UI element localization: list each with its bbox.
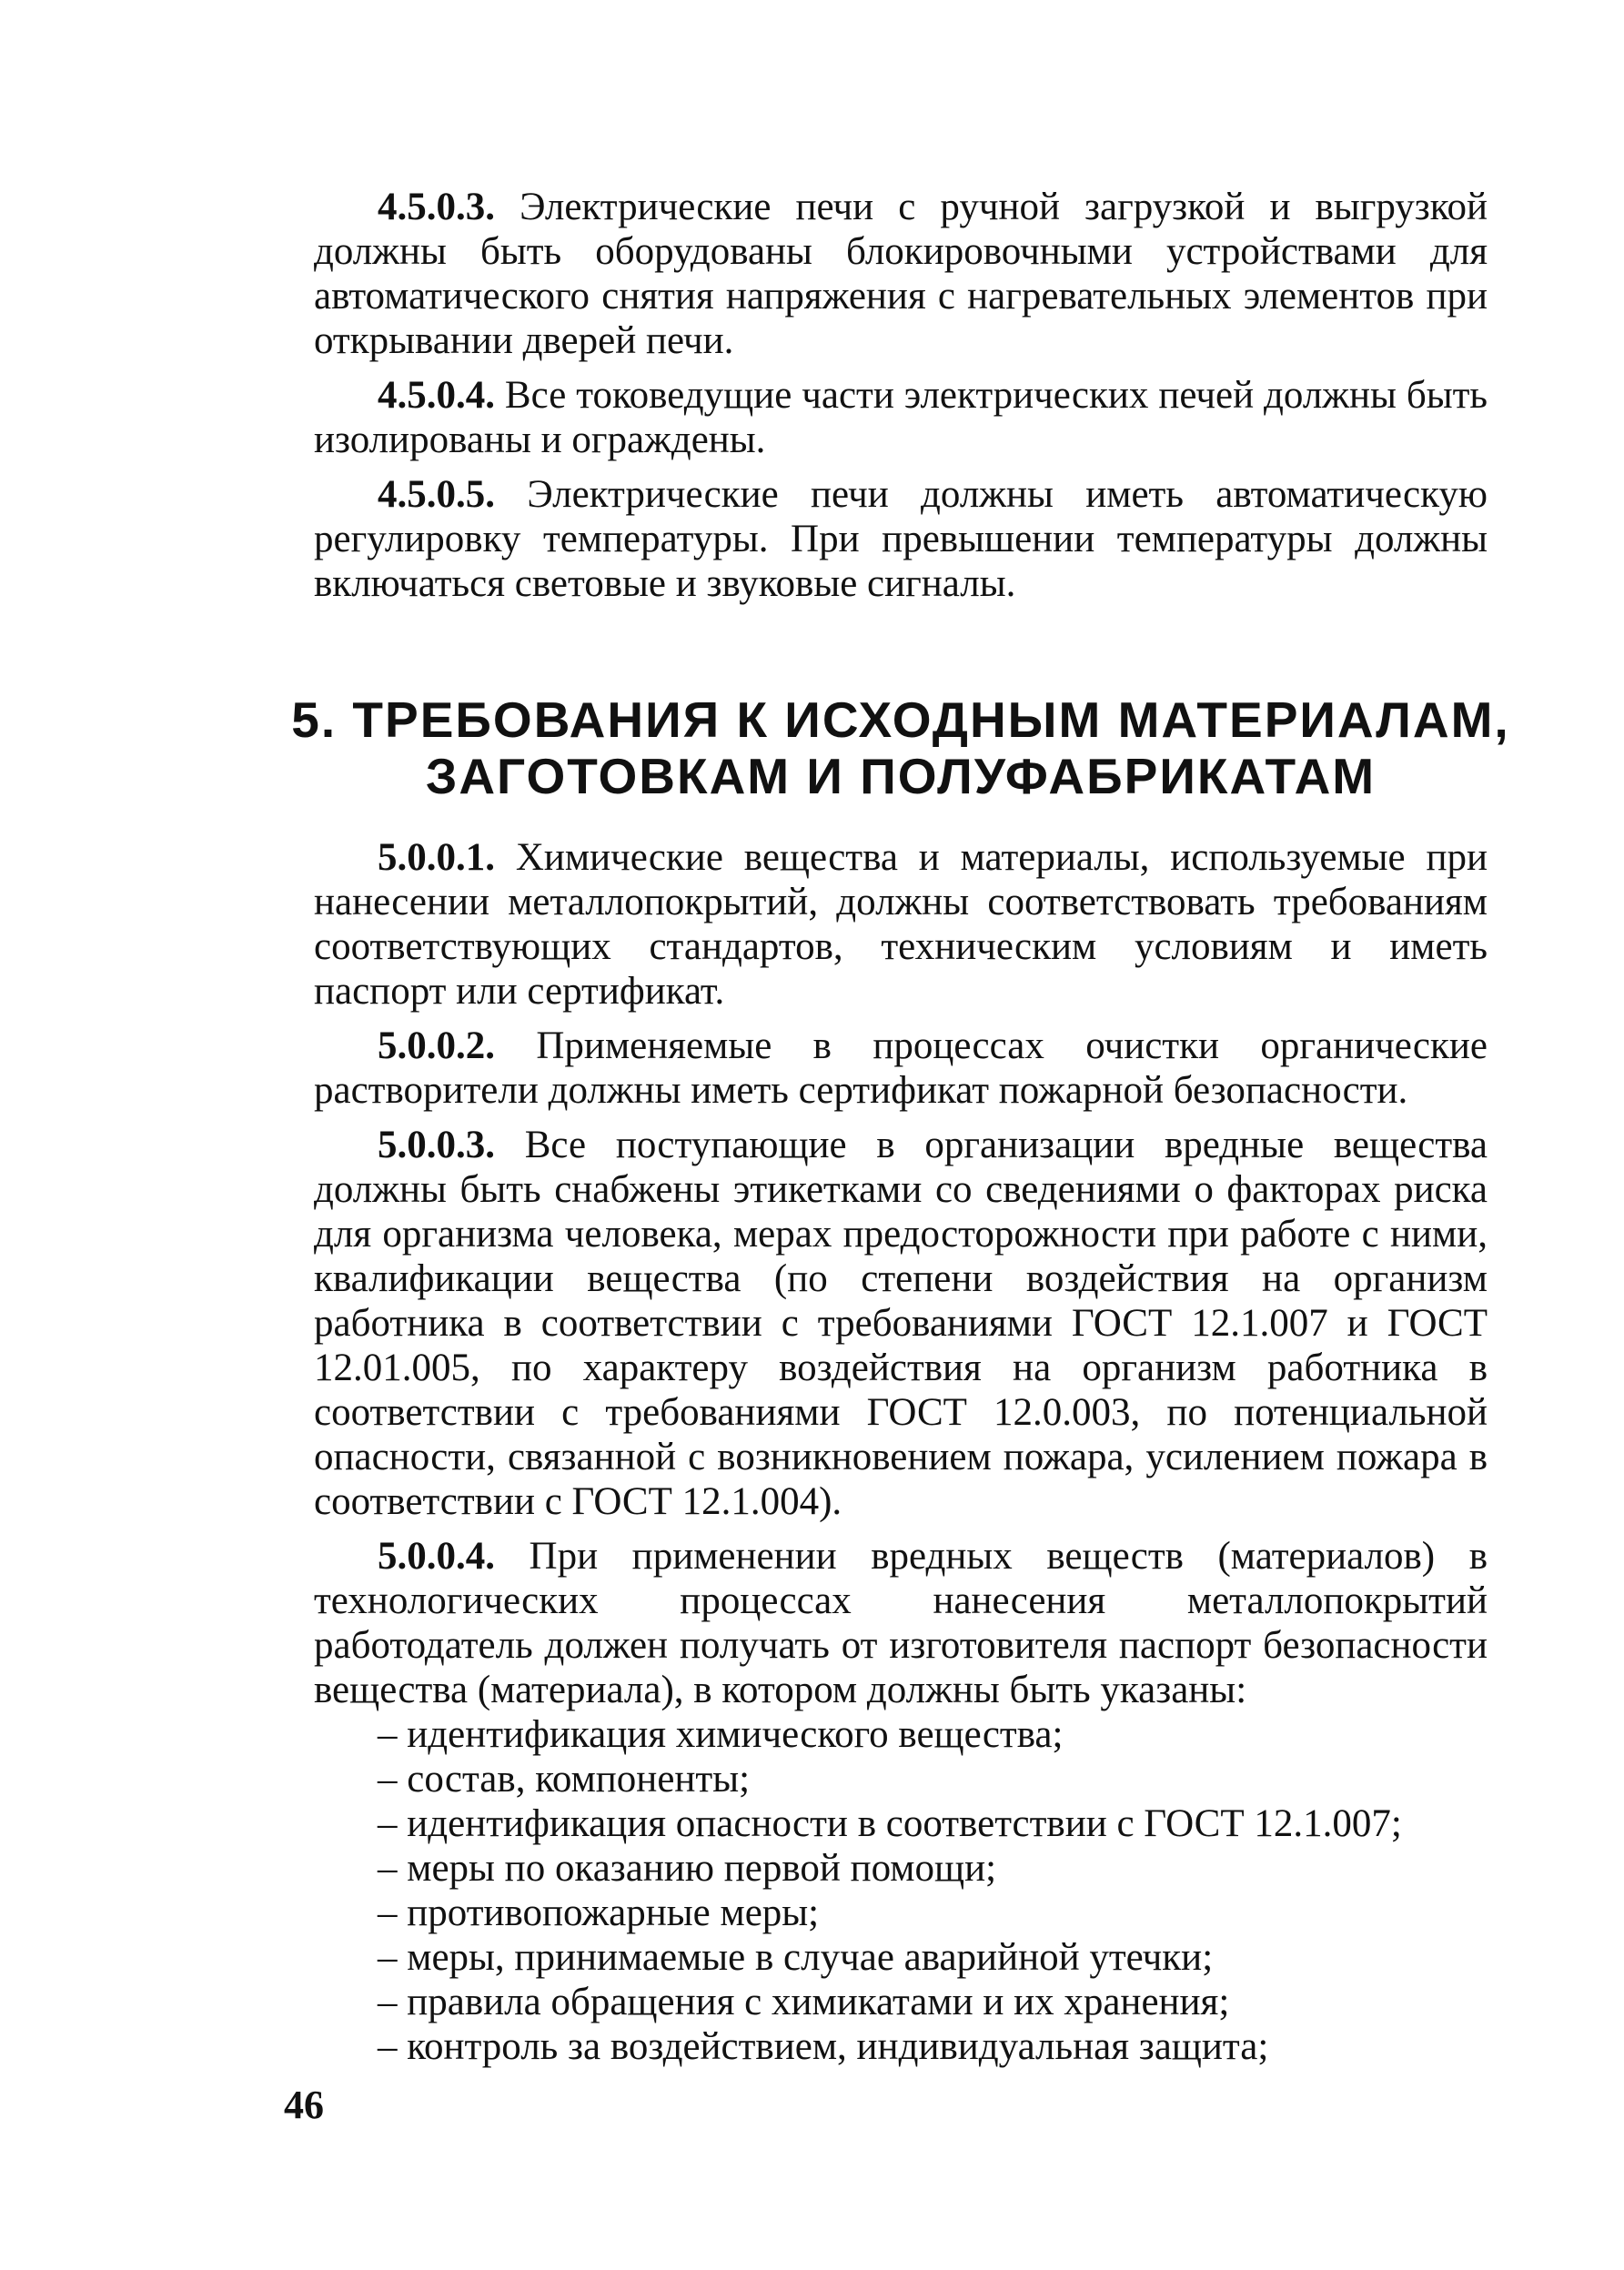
- clause-text: Все поступающие в организации вредные вещества должны быть снабжены этикетками со сведениями о факторах риска для организма человека, мерах предосторожности при работе с ними, квалификации вещества (по степени воздействия на организм работника в соответствии с требованиями ГОСТ 12.1.007 и ГОСТ 12.01.005, по характеру воздействия на организм работника в соответствии с требованиями ГОСТ 12.0.003, по потенциальной опасности, связанной с возникновением пожара, усилением пожара в соответствии с ГОСТ 12.1.004).: [314, 1124, 1488, 1523]
- clause-number: 5.0.0.3.: [378, 1124, 495, 1166]
- safety-passport-list: [314, 1712, 1488, 2069]
- paragraph-4-5-0-5: [314, 472, 1488, 606]
- clause-text: Электрические печи должны иметь автоматическую регулировку температуры. При превышении температуры должны включаться световые и звуковые сигналы.: [314, 473, 1488, 605]
- top-paragraphs: [314, 185, 1488, 616]
- paragraph-5-0-0-2: [314, 1024, 1488, 1113]
- section-title-line-2: ЗАГОТОВКАМ И ПОЛУФАБРИКАТАМ: [425, 748, 1377, 804]
- list-item: – идентификация опасности в соответствии с ГОСТ 12.1.007;: [378, 1802, 1402, 1845]
- clause-text: Электрические печи с ручной загрузкой и выгрузкой должны быть оборудованы блокировочными устройствами для автоматического снятия напряжения с нагревательных элементов при открывании дверей печи.: [314, 186, 1488, 362]
- list-item: – состав, компоненты;: [378, 1758, 751, 1801]
- list-item: – контроль за воздействием, индивидуальная защита;: [378, 2025, 1269, 2068]
- list-item: – меры, принимаемые в случае аварийной утечки;: [378, 1936, 1214, 1979]
- paragraph-5-0-0-1: [314, 835, 1488, 1014]
- clause-number: 5.0.0.1.: [378, 836, 495, 879]
- list-item: – противопожарные меры;: [378, 1892, 820, 1934]
- clause-number: 5.0.0.2.: [378, 1024, 495, 1067]
- list-item: – правила обращения с химикатами и их хранения;: [378, 1981, 1230, 2023]
- section-heading: [273, 691, 1528, 804]
- clause-text: Все токоведущие части электрических печей должны быть изолированы и ограждены.: [314, 374, 1488, 461]
- clause-text: Химические вещества и материалы, используемые при нанесении металлопокрытий, должны соответствовать требованиям соответствующих стандартов, техническим условиям и иметь паспорт или сертификат.: [314, 836, 1488, 1013]
- section-title-line-1: 5. ТРЕБОВАНИЯ К ИСХОДНЫМ МАТЕРИАЛАМ,: [291, 691, 1510, 748]
- paragraph-4-5-0-4: [314, 373, 1488, 462]
- clause-number: 4.5.0.5.: [378, 473, 495, 516]
- paragraph-5-0-0-4: [314, 1534, 1488, 1712]
- page-number: 46: [284, 2083, 324, 2127]
- paragraph-4-5-0-3: [314, 185, 1488, 363]
- paragraph-5-0-0-3: [314, 1123, 1488, 1524]
- clause-number: 4.5.0.4.: [378, 374, 495, 417]
- clause-text: Применяемые в процессах очистки органические растворители должны иметь сертификат пожарной безопасности.: [314, 1024, 1488, 1112]
- list-item: – идентификация химического вещества;: [378, 1713, 1064, 1756]
- section-paragraphs: [314, 835, 1488, 2069]
- clause-text: При применении вредных веществ (материалов) в технологических процессах нанесения металлопокрытий работодатель должен получать от изготовителя паспорт безопасности вещества (материала), в котором должны быть указаны:: [314, 1535, 1488, 1711]
- clause-number: 5.0.0.4.: [378, 1535, 495, 1578]
- clause-number: 4.5.0.3.: [378, 186, 495, 228]
- list-item: – меры по оказанию первой помощи;: [378, 1847, 997, 1890]
